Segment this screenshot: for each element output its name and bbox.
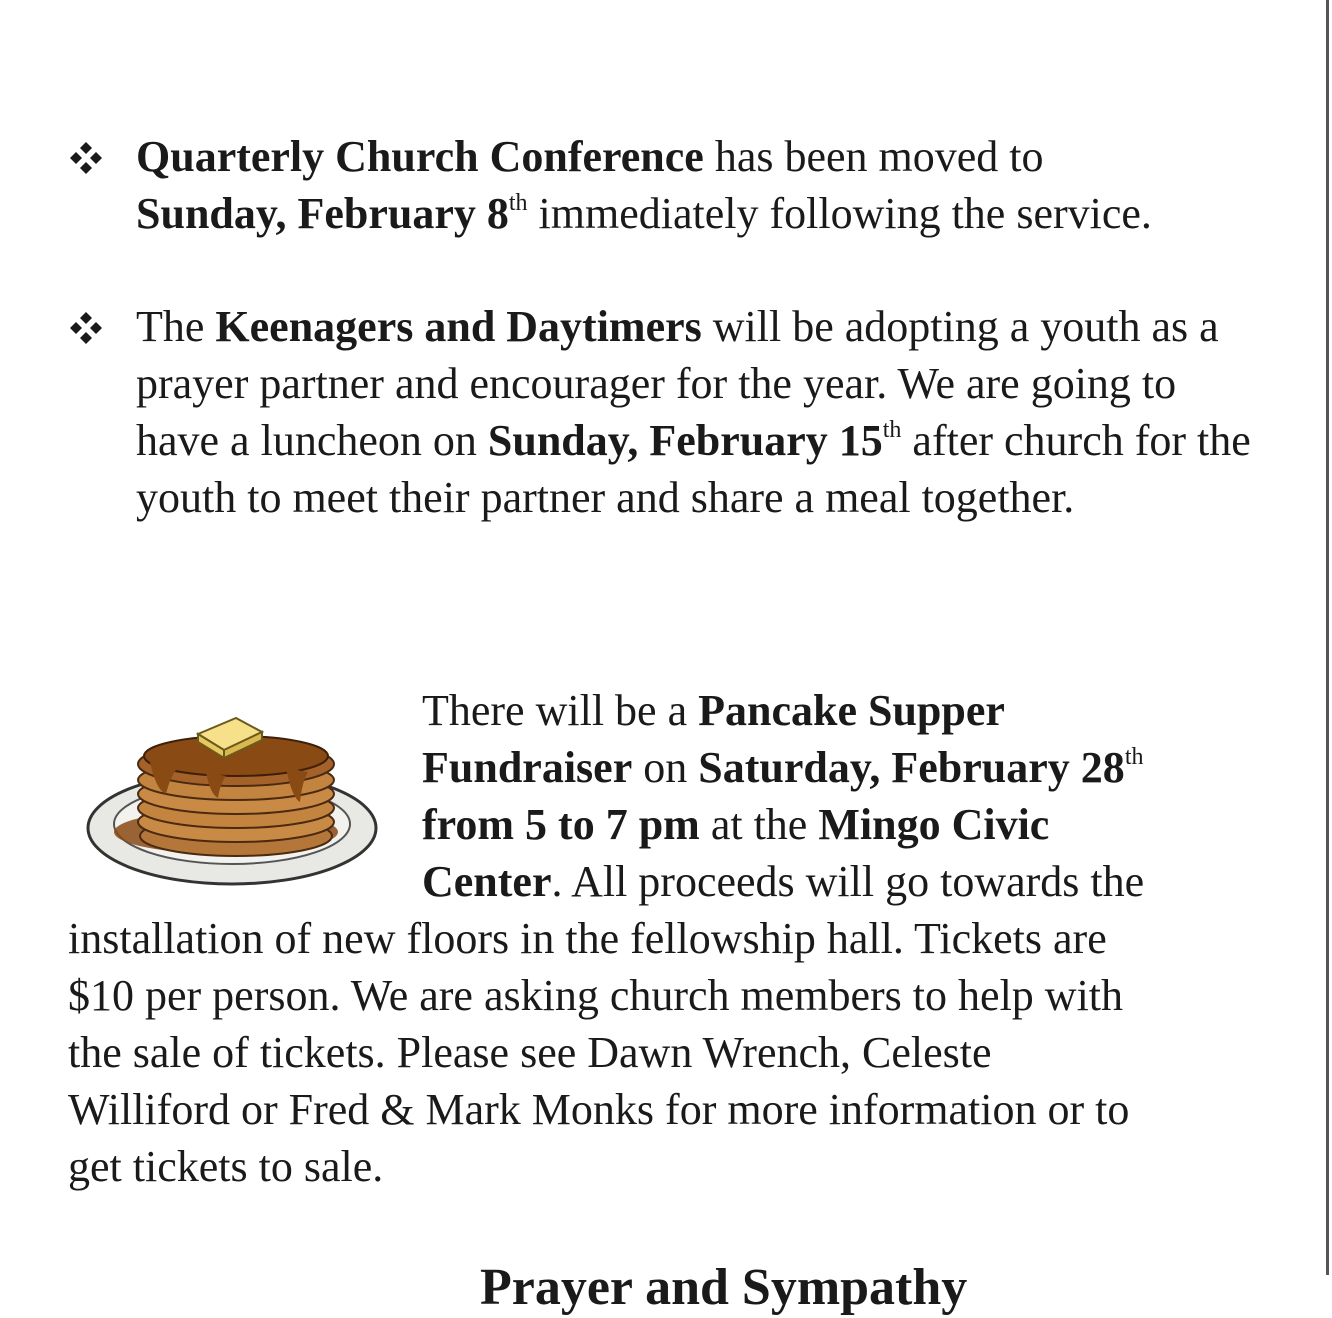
announcement-text-bold: Quarterly Church Conference — [136, 132, 704, 181]
pancake-stack-icon — [86, 698, 382, 894]
announcement-keenagers-daytimers — [136, 298, 1266, 526]
pancake-supper-notice-top — [422, 682, 1302, 910]
announcement-text-bold: Sunday, February 15 — [487, 416, 883, 465]
diamond-bullet-icon — [66, 308, 106, 348]
notice-text-bold: Fundraiser — [422, 743, 633, 792]
notice-text-bold: Pancake Supper — [698, 686, 1005, 735]
notice-text-bold: from 5 to 7 pm — [422, 800, 700, 849]
announcement-text: will be adopting a youth as a prayer partner and encourager for the year. We are going to have a luncheon on — [136, 302, 1219, 465]
ordinal-suffix: th — [508, 190, 528, 216]
announcement-text: has been moved to — [703, 132, 1044, 181]
diamond-bullet-icon — [66, 138, 106, 178]
ordinal-suffix: th — [1124, 744, 1144, 770]
announcement-text: after church for the youth to meet their partner and share a meal together. — [136, 416, 1251, 522]
notice-text-bold: Center — [422, 857, 552, 906]
notice-text: at the — [699, 800, 819, 849]
notice-line: get tickets to sale. — [68, 1142, 384, 1191]
announcement-text: immediately following the service. — [527, 189, 1152, 238]
announcement-text: The — [136, 302, 216, 351]
notice-line — [422, 682, 1302, 739]
notice-line: installation of new floors in the fellowship hall. Tickets are — [68, 914, 1107, 963]
next-section-heading: Prayer and Sympathy — [480, 1259, 968, 1316]
notice-line: $10 per person. We are asking church members to help with — [68, 971, 1124, 1020]
notice-line: Williford or Fred & Mark Monks for more information or to — [68, 1085, 1130, 1134]
announcement-text-bold: Sunday, February 8 — [136, 189, 509, 238]
notice-text: . All proceeds will go towards the — [551, 857, 1145, 906]
announcement-text-bold: Keenagers and Daytimers — [215, 302, 702, 351]
page-edge-line — [1326, 0, 1329, 1275]
announcement-quarterly-conference — [136, 128, 1266, 242]
notice-line: the sale of tickets. Please see Dawn Wrench, Celeste — [68, 1028, 992, 1077]
notice-text: on — [632, 743, 699, 792]
notice-text: There will be a — [422, 686, 699, 735]
notice-text-bold: Mingo Civic — [818, 800, 1050, 849]
notice-text-bold: Saturday, February 28 — [698, 743, 1125, 792]
notice-line — [422, 739, 1302, 796]
ordinal-suffix: th — [882, 417, 902, 443]
notice-line — [422, 853, 1302, 910]
notice-line — [422, 796, 1302, 853]
pancake-supper-notice-bottom — [68, 910, 1308, 1195]
